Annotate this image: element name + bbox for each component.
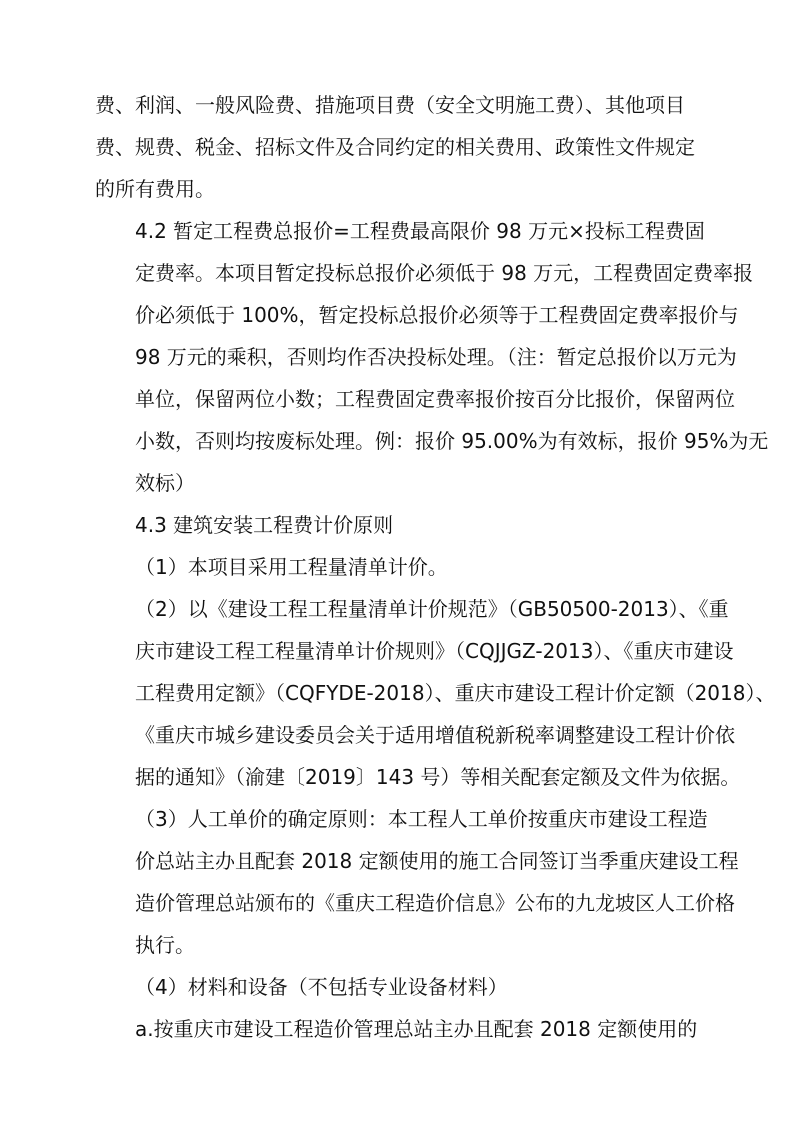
paragraph-4-2-provisional-price: [95, 210, 769, 504]
text-line: 据的通知》（渝建〔2019〕143 号）等相关配套定额及文件为依据。: [135, 765, 741, 789]
paragraph-item-3: [95, 798, 739, 966]
section-heading-4-3: [95, 504, 703, 546]
paragraph-item-4: [95, 966, 703, 1008]
text-line: 价必须低于 100%，暂定投标总报价必须等于工程费固定费率报价与: [135, 303, 739, 327]
text-line: （4）材料和设备（不包括专业设备材料）: [135, 975, 508, 999]
text-line: 价总站主办且配套 2018 定额使用的施工合同签订当季重庆建设工程: [135, 849, 739, 873]
document-body: [95, 84, 776, 1050]
text-line: 4.2 暂定工程费总报价=工程费最高限价 98 万元×投标工程费固: [135, 219, 705, 243]
text-line: a.按重庆市建设工程造价管理总站主办且配套 2018 定额使用的: [135, 1017, 698, 1041]
text-line: 执行。: [135, 933, 195, 957]
text-line: 定费率。本项目暂定投标总报价必须低于 98 万元，工程费固定费率报: [135, 261, 754, 285]
paragraph-item-1: [95, 546, 703, 588]
text-line: 费、利润、一般风险费、措施项目费（安全文明施工费）、其他项目: [95, 93, 685, 117]
text-line: 98 万元的乘积，否则均作否决投标处理。（注：暂定总报价以万元为: [135, 345, 737, 369]
text-line: （3）人工单价的确定原则：本工程人工单价按重庆市建设工程造: [135, 807, 708, 831]
text-line: 费、规费、税金、招标文件及合同约定的相关费用、政策性文件规定: [95, 135, 695, 159]
text-line: 工程费用定额》（CQFYDE-2018）、重庆市建设工程计价定额（2018）、: [135, 681, 776, 705]
text-line: 效标）: [135, 471, 195, 495]
text-line: 庆市建设工程工程量清单计价规则》（CQJJGZ-2013）、《重庆市建设: [135, 639, 734, 663]
text-line: 小数，否则均按废标处理。例：报价 95.00%为有效标，报价 95%为无: [135, 429, 769, 453]
text-line: 单位，保留两位小数；工程费固定费率报价按百分比报价，保留两位: [135, 387, 735, 411]
paragraph-fee-scope: [95, 84, 703, 210]
text-line: （1）本项目采用工程量清单计价。: [135, 555, 448, 579]
paragraph-item-a: [95, 1008, 703, 1050]
text-line: （2）以《建设工程工程量清单计价规范》（GB50500-2013）、《重: [135, 597, 729, 621]
text-line: 《重庆市城乡建设委员会关于适用增值税新税率调整建设工程计价依: [135, 723, 735, 747]
text-line: 4.3 建筑安装工程费计价原则: [135, 513, 394, 537]
text-line: 的所有费用。: [95, 177, 215, 201]
text-line: 造价管理总站颁布的《重庆工程造价信息》公布的九龙坡区人工价格: [135, 891, 735, 915]
paragraph-item-2: [95, 588, 776, 798]
